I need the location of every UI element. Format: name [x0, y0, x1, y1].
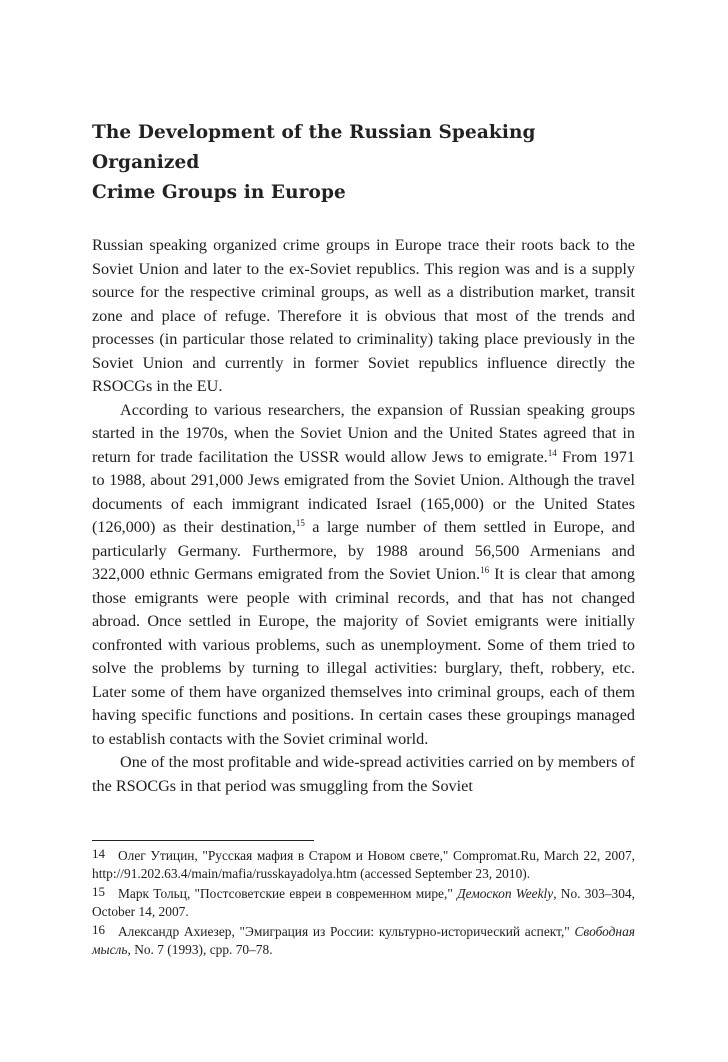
footnote-number: 16 — [92, 922, 105, 937]
footnote-ref-16[interactable]: 16 — [480, 565, 490, 575]
paragraph-2-text-2: From 1971 to 1988, about 291,000 Jews emigrated from the Soviet Union. Although the travel documents of each immigrant indicated Israel (165,000) or the United States (126,000) as their destination, — [92, 447, 635, 536]
paragraph-2-text-3: a large number of them settled in Europe, and particularly Germany. Furthermore, by 1988 around 56,500 Armenians and 322,000 ethnic Germans emigrated from the Soviet Union. — [92, 518, 635, 583]
paragraph-2-text-4: It is clear that among those emigrants were people with criminal records, and that has not changed abroad. Once settled in Europe, the majority of Soviet emigrants were initially confronted with various problems, such as unemployment. Some of them tried to solve the problems by turning to illegal activities: burglary, theft, robbery, etc. Later some of them have organized themselves into criminal groups, each of them having specific functions and positions. In certain cases these groupings managed to establish contacts with the Soviet criminal world. — [92, 565, 635, 748]
footnote-text-end: , No. 303–304, October 14, 2007. — [92, 886, 635, 919]
footnote-publication-title: Демоскоп Weekly — [457, 886, 554, 901]
paragraph-2-text-1: According to various researchers, the expansion of Russian speaking groups started in the 1970s, when the Soviet Union and the United States agreed that in return for trade facilitation the USSR would allow Jews to emigrate. — [92, 400, 635, 466]
footnote-text: Александр Ахиезер, "Эмиграция из России: культурно-исторический аспект," — [118, 924, 575, 939]
footnote-15 — [92, 883, 635, 921]
footnote-text: Марк Тольц, "Постсоветские евреи в современном мире," — [118, 886, 458, 901]
footnote-ref-15[interactable]: 15 — [295, 518, 305, 528]
footnote-publication-title: Свободная мысль — [92, 924, 635, 957]
body-text — [92, 234, 635, 798]
document-page — [92, 118, 635, 957]
footnote-number: 15 — [92, 884, 105, 899]
footnote-text-end: , No. 7 (1993), срр. 70–78. — [127, 942, 273, 957]
paragraph-1: Russian speaking organized crime groups in Europe trace their roots back to the Soviet Union and later to the ex-Soviet republics. This region was and is a supply source for the respective criminal groups, as well as a distribution market, transit zone and place of refuge. Therefore it is obvious that most of the trends and processes (in particular those related to criminality) taking place previously in the Soviet Union and currently in former Soviet republics influence directly the RSOCGs in the EU. — [92, 236, 635, 395]
chapter-title — [92, 118, 635, 208]
footnote-text: Олег Утицин, "Русская мафия в Старом и Новом свете," Compromat.Ru, March 22, 2007, http://91.202.63.4/main/mafia/russkayadolya.htm (accessed September 23, 2010). — [92, 848, 635, 881]
footnote-number: 14 — [92, 846, 105, 861]
paragraph-3: One of the most profitable and wide-spread activities carried on by members of the RSOCGs in that period was smuggling from the Soviet — [92, 753, 635, 795]
footnote-divider — [92, 840, 314, 841]
chapter-title-line-2: Crime Groups in Europe — [92, 182, 346, 203]
chapter-title-line-1: The Development of the Russian Speaking Organized — [92, 122, 536, 173]
footnotes-section — [92, 840, 635, 959]
footnote-ref-14[interactable]: 14 — [547, 447, 557, 458]
footnote-16 — [92, 921, 635, 959]
paragraph-2 — [92, 399, 635, 752]
footnote-14 — [92, 845, 635, 883]
